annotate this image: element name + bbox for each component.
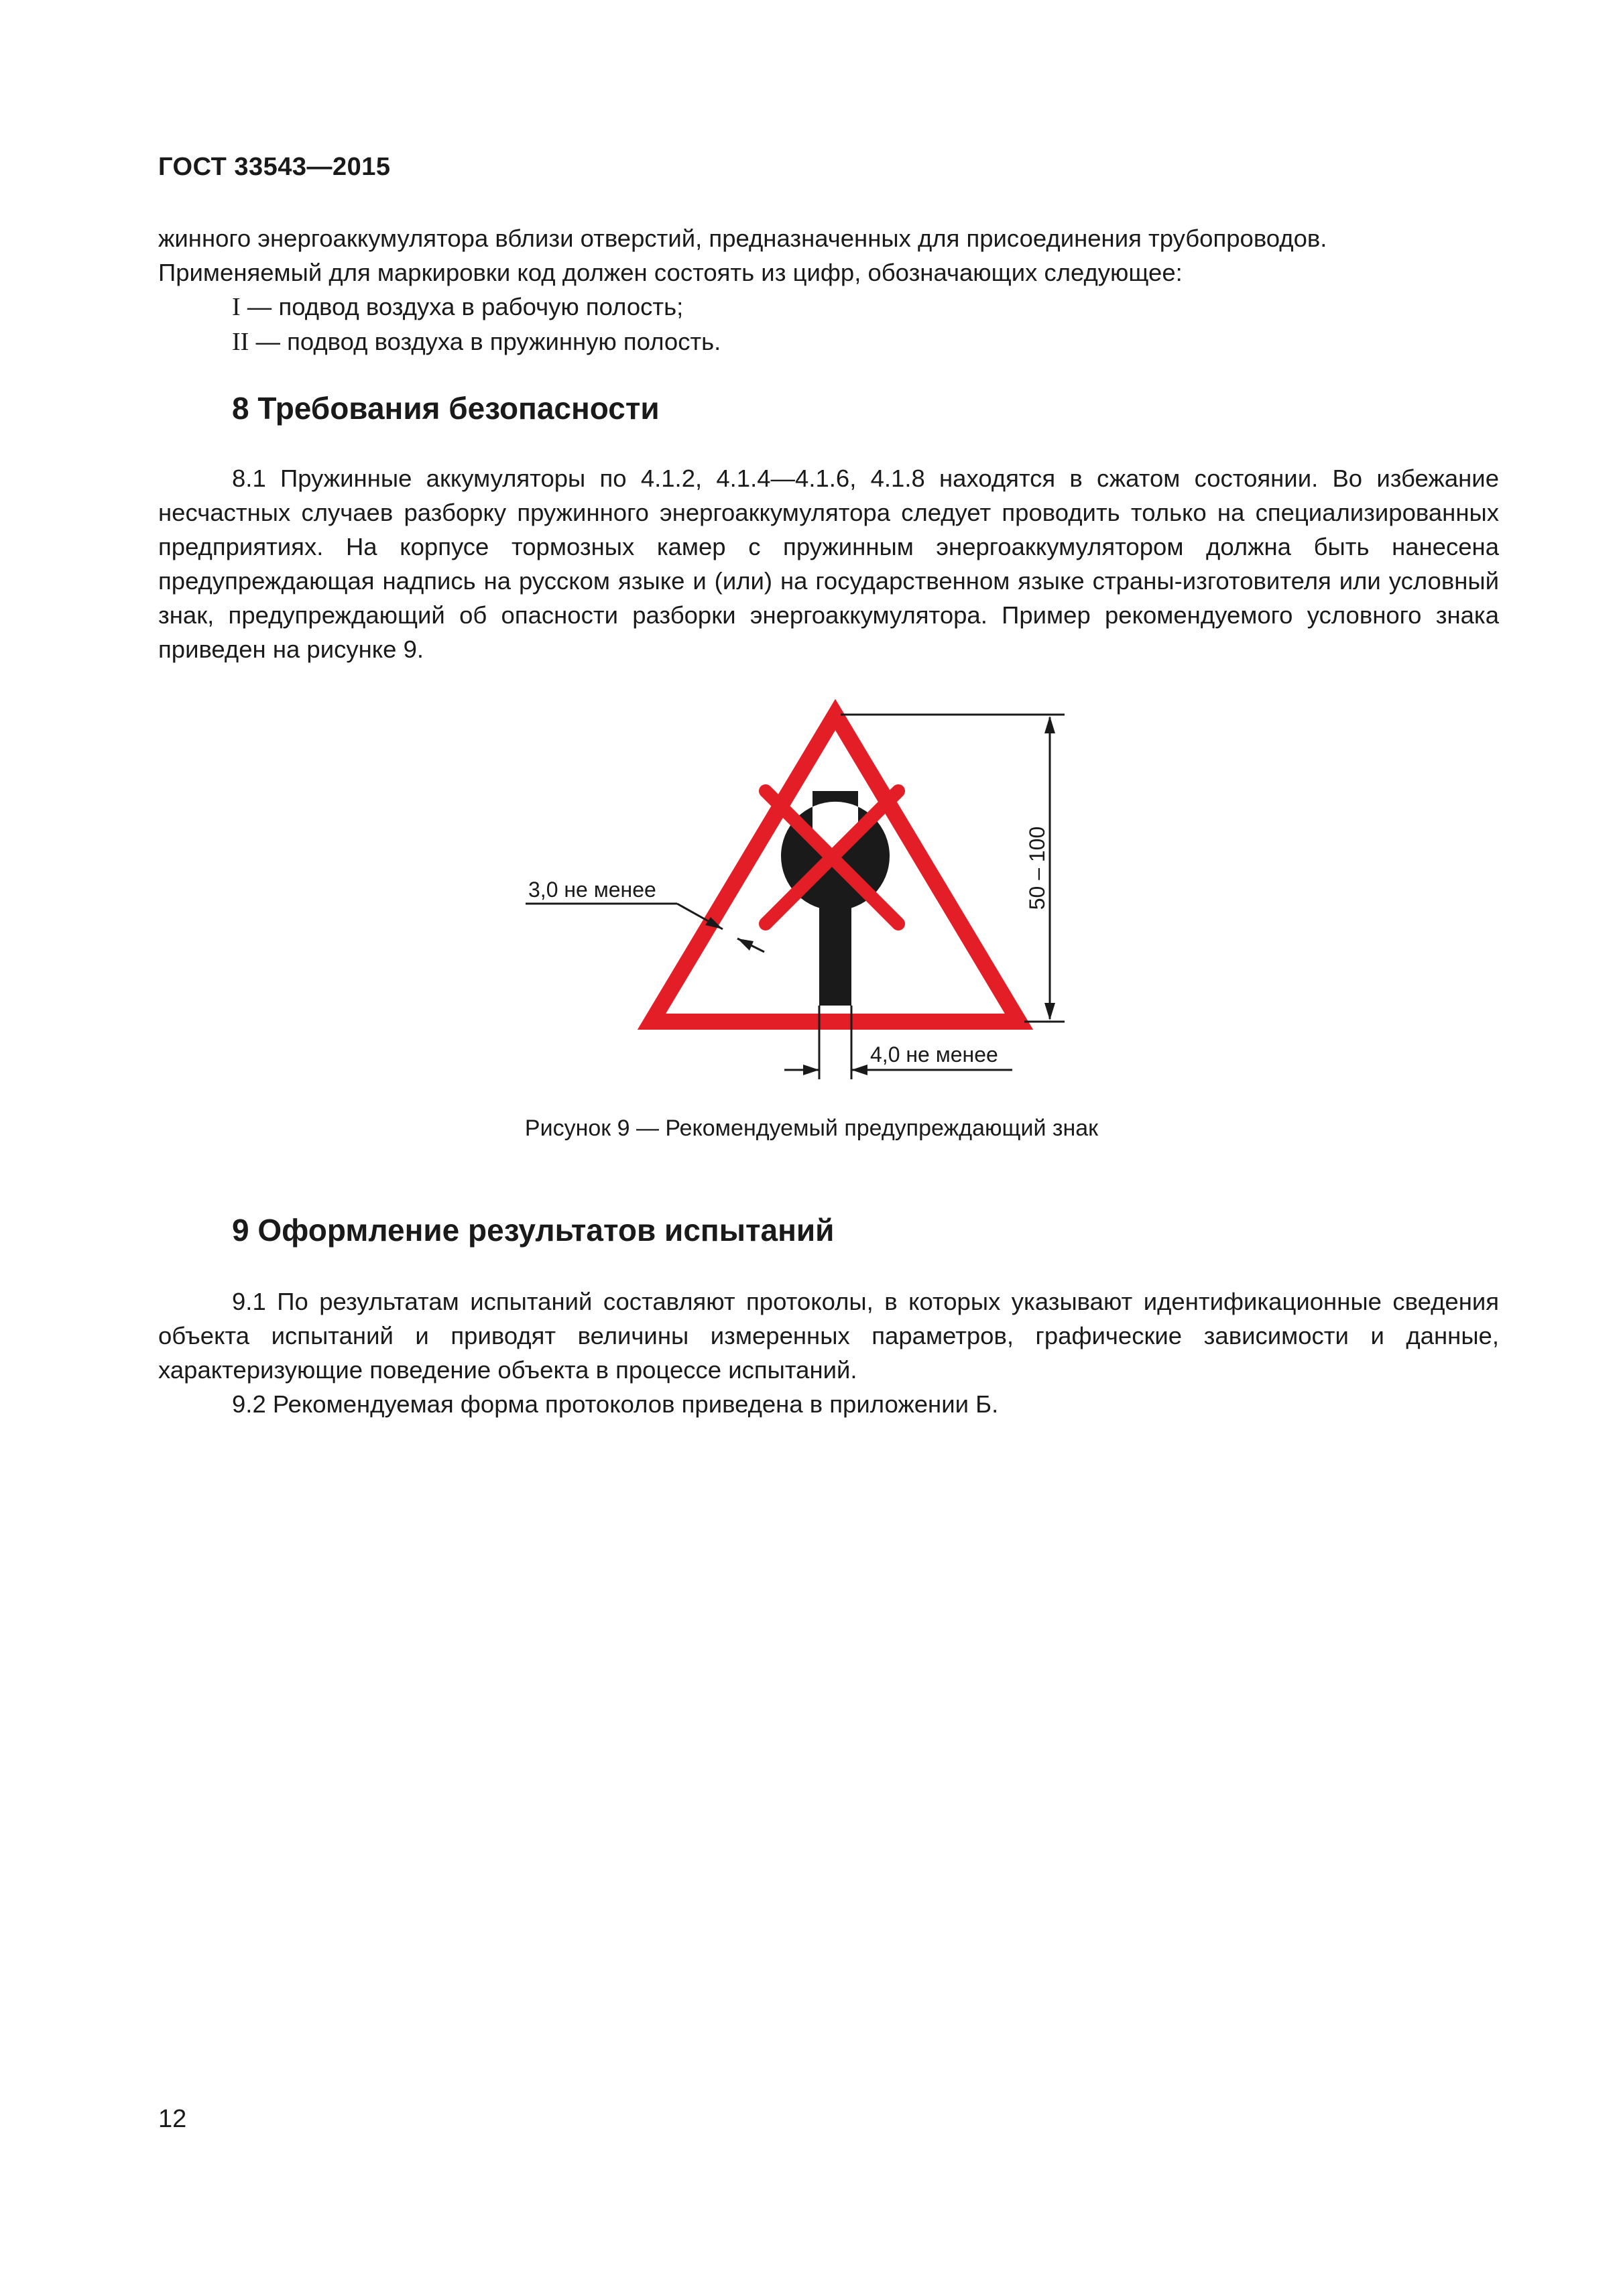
- intro-line: жинного энергоаккумулятора вблизи отверстий, предназначенных для присоединения трубопроводов.: [158, 225, 1327, 252]
- warning-sign-figure: [0, 697, 1623, 1099]
- paragraph-9-2: 9.2 Рекомендуемая форма протоколов приведена в приложении Б.: [232, 1390, 999, 1418]
- document-header: ГОСТ 33543—2015: [158, 153, 391, 181]
- page-number: 12: [158, 2105, 187, 2133]
- intro-line: Применяемый для маркировки код должен состоять из цифр, обозначающих следующее:: [158, 259, 1183, 286]
- list-item-text: — подвод воздуха в рабочую полость;: [240, 293, 684, 320]
- list-item-code: I: [232, 293, 241, 321]
- list-item-text: — подвод воздуха в пружинную полость.: [249, 328, 721, 355]
- wrench-handle: [819, 898, 851, 1006]
- paragraph-9-1: 9.1 По результатам испытаний составляют протоколы, в которых указывают идентификационные сведения объекта испытаний и приводят величины измеренных параметров, графические зависимости и данные, характеризующие поведение объекта в процессе испытаний.: [158, 1288, 1499, 1384]
- dimension-height-label: 50 – 100: [1025, 826, 1049, 910]
- dimension-border: [526, 904, 764, 952]
- section-8-body: [158, 461, 1499, 666]
- list-item: [158, 290, 1499, 324]
- dimension-border-label: 3,0 не менее: [528, 878, 656, 902]
- dimension-width-label: 4,0 не менее: [870, 1042, 998, 1067]
- list-item: [158, 324, 1499, 359]
- figure-caption: Рисунок 9 — Рекомендуемый предупреждающий знак: [524, 1115, 1099, 1141]
- section-9-body: [158, 1284, 1499, 1421]
- section-9-heading: 9 Оформление результатов испытаний: [232, 1213, 835, 1248]
- section-8-heading: 8 Требования безопасности: [232, 391, 660, 426]
- list-item-code: II: [232, 328, 249, 356]
- paragraph-8-1: 8.1 Пружинные аккумуляторы по 4.1.2, 4.1.4—4.1.6, 4.1.8 находятся в сжатом состоянии. Во избежание несчастных случаев разборку пружинного энергоаккумулятора следует проводить только на специализированных предприятиях. На корпусе тормозных камер с пружинным энергоаккумулятором должна быть нанесена предупреждающая надпись на русском языке и (или) на государственном языке страны-изготовителя или условный знак, предупреждающий об опасности разборки энергоаккумулятора. Пример рекомендуемого условного знака приведен на рисунке 9.: [158, 465, 1499, 663]
- intro-block: [158, 221, 1499, 359]
